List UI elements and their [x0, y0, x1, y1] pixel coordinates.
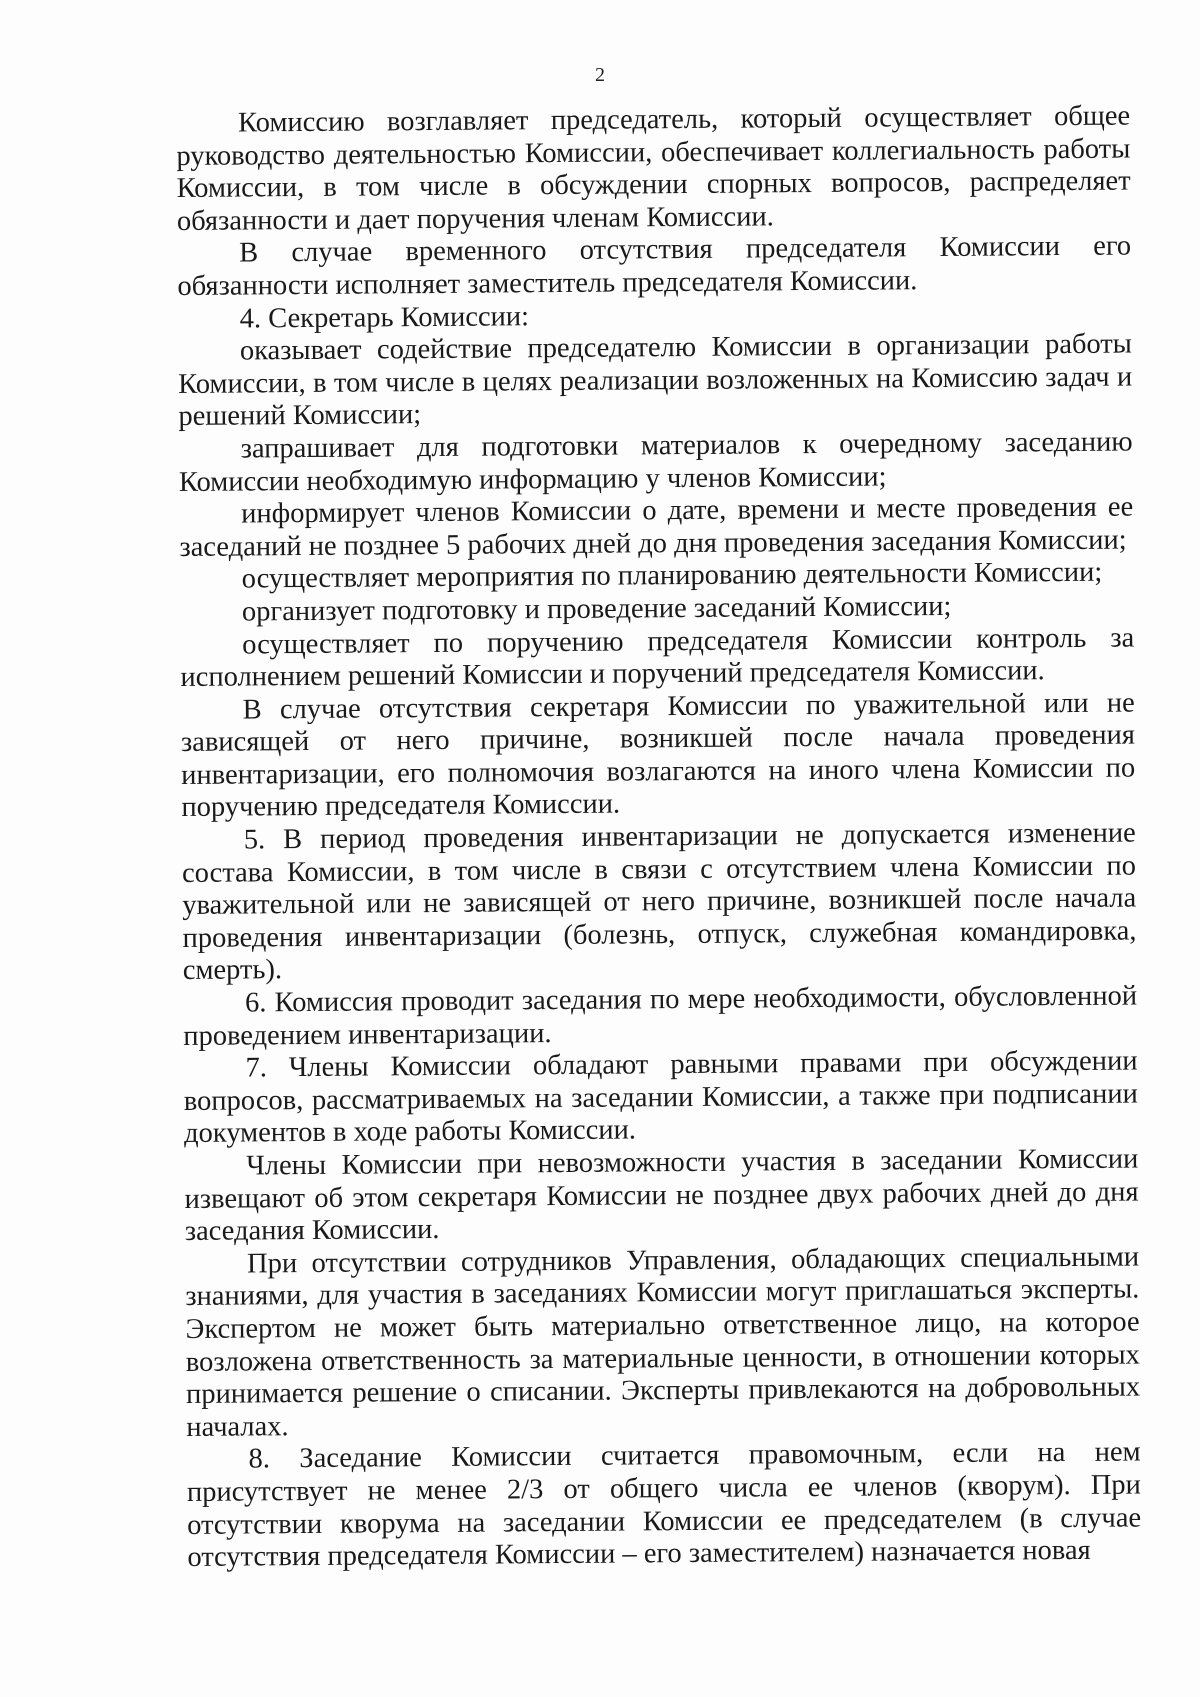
paragraph-secretary-duty-4: осуществляет мероприятия по планированию деятельности Комиссии;: [241, 557, 1103, 595]
document-body: [176, 101, 1141, 1575]
paragraph-secretary-duty-3: информирует членов Комиссии о дате, времени и месте проведения ее заседаний не позднее 5 рабочих дней до дня проведения заседания Комиссии;: [179, 491, 1134, 563]
paragraph-item-7: 7. Члены Комиссии обладают равными правами при обсуждении вопросов, рассматриваемых на заседании Комиссии, а также при подписании документов в ходе работы Комиссии.: [183, 1045, 1138, 1150]
paragraph-secretary-duty-6: осуществляет по поручению председателя Комиссии контроль за исполнением решений Комиссии и поручений председателя Комиссии.: [180, 621, 1135, 694]
paragraph-secretary-duty-5: организует подготовку и проведение заседаний Комиссии;: [241, 590, 952, 628]
paragraph-item-5: 5. В период проведения инвентаризации не допускается изменение состава Комиссии, в том числе в связи с отсутствием члена Комиссии по уважительной или не зависящей от него причине, возникшей после начала проведения инвентаризации (болезнь, отпуск, служебная командировка, смерть).: [181, 817, 1137, 987]
paragraph-chairman-absence: В случае временного отсутствия председателя Комиссии его обязанности исполняет заместитель председателя Комиссии.: [177, 230, 1132, 302]
paragraph-secretary-duty-2: запрашивает для подготовки материалов к очередному заседанию Комиссии необходимую информацию у членов Комиссии;: [178, 426, 1133, 498]
paragraph-secretary-duty-1: оказывает содействие председателю Комиссии в организации работы Комиссии, в том числе в целях реализации возложенных на Комиссию задач и решений Комиссии;: [178, 328, 1133, 433]
paragraph-chairman-role: Комиссию возглавляет председатель, который осуществляет общее руководство деятельностью Комиссии, обеспечивает коллегиальность работы Комиссии, в том числе в обсуждении спорных вопросов, распределяет обязанности и дает поручения членам Комиссии.: [176, 100, 1131, 237]
paragraph-item-8: 8. Заседание Комиссии считается правомочным, если на нем присутствует не менее 2/3 от общего числа ее членов (кворум). При отсутствии кворума на заседании Комиссии ее председателем (в случае отсутствия председателя Комиссии – его заместителем) назначается новая: [186, 1436, 1142, 1574]
paragraph-experts: При отсутствии сотрудников Управления, обладающих специальными знаниями, для участия в заседаниях Комиссии могут приглашаться эксперты. Экспертом не может быть материально ответственное лицо, на которое возложена ответственность за материальные ценности, в отношении которых принимается решение о списании. Эксперты привлекаются на добровольных началах.: [185, 1241, 1141, 1443]
paragraph-secretary-absence: В случае отсутствия секретаря Комиссии по уважительной или не зависящей от него причине, возникшей после начала проведения инвентаризации, его полномочия возлагаются на иного члена Комиссии по поручению председателя Комиссии.: [180, 687, 1136, 824]
page-number: 2: [595, 64, 605, 86]
paragraph-members-notice: Члены Комиссии при невозможности участия в заседании Комиссии извещают об этом секретаря Комиссии не позднее двух рабочих дней до дня заседания Комиссии.: [184, 1143, 1139, 1248]
paragraph-item-6: 6. Комиссия проводит заседания по мере необходимости, обусловленной проведением инвентаризации.: [183, 980, 1138, 1052]
paragraph-secretary-heading: 4. Секретарь Комиссии:: [239, 300, 530, 335]
